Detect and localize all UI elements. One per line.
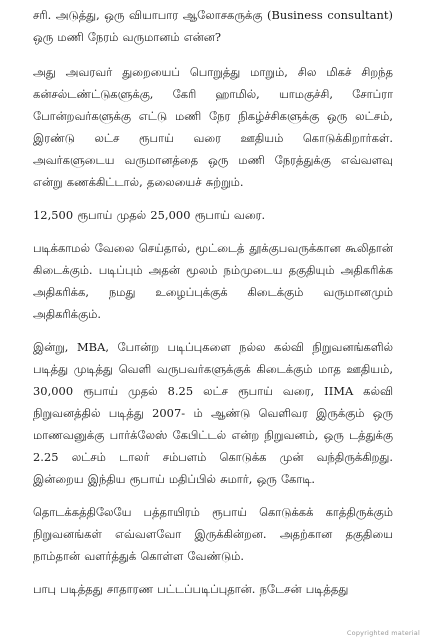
paragraph-hourly-range: 12,500 ரூபாய் முதல் 25,000 ரூபாய் வரை. — [33, 208, 266, 222]
paragraph-education-income: படிக்காமல் வேலை செய்தால், மூட்டைத் தூக்குபவருக்கான கூலிதான் கிடைக்கும். படிப்பும் அதன் மூலம் நம்முடைய தகுதியும் அதிகரிக்க அதிகரிக்க, நமது உழைப்புக்குக் கிடைக்கும் வருமானமும் அதிகரிக்கும். — [33, 241, 393, 321]
copyright-watermark: Copyrighted material — [346, 629, 420, 637]
paragraph-consultant-fees: அது அவரவர் துறையைப் பொறுத்து மாறும், சில மிகச் சிறந்த கன்சல்டண்ட்டுகளுக்கு, கேரி ஹாமில், யாமகுச்சி, சோப்ரா போன்றவர்களுக்கு எட்டு மணி நேர நிகழ்ச்சிகளுக்கு ஒரு லட்சம், இரண்டு லட்ச ரூபாய் வரை ஊதியம் கொடுக்கிறார்கள். அவர்களுடைய வருமானத்தை ஒரு மணி நேரத்துக்கு எவ்வளவு என்று கணக்கிட்டால், தலையைச் சுற்றும். — [33, 65, 393, 189]
paragraph-mba-salary: இன்று, MBA, போன்ற படிப்புகளை நல்ல கல்வி நிறுவனங்களில் படித்து முடித்து வெளி வருபவர்களுக்குக் கிடைக்கும் மாத ஊதியம், 30,000 ரூபாய் முதல் 8.25 லட்ச ரூபாய் வரை, IIMA கல்வி நிறுவனத்தில் படித்து 2007- ம் ஆண்டு வெளிவர இருக்கும் ஒரு மாணவனுக்கு பார்க்லேஸ் கேபிட்டல் என்ற நிறுவனம், ஒரு டத்துக்கு 2.25 லட்சம் டாலர் சம்பளம் கொடுக்க முன் வந்திருக்கிறது. இன்றைய இந்திய ரூபாய் மதிப்பில் சுமார், ஒரு கோடி. — [33, 340, 393, 486]
paragraph-companies-waiting: தொடக்கத்திலேயே பத்தாயிரம் ரூபாய் கொடுக்கக் காத்திருக்கும் நிறுவனங்கள் எவ்வளவோ இருக்கின்றன. அதற்கான தகுதியை நாம்தான் வளர்த்துக் கொள்ள வேண்டும். — [33, 505, 393, 563]
paragraph-babu-natesan: பாபு படித்தது சாதாரண பட்டப்படிப்புதான். நடேசன் படித்தது — [33, 582, 349, 596]
paragraph-question: சரி. அடுத்து, ஒரு வியாபார ஆலோசகருக்கு (Business consultant) ஒரு மணி நேரம் வருமானம் என்ன? — [33, 8, 393, 44]
